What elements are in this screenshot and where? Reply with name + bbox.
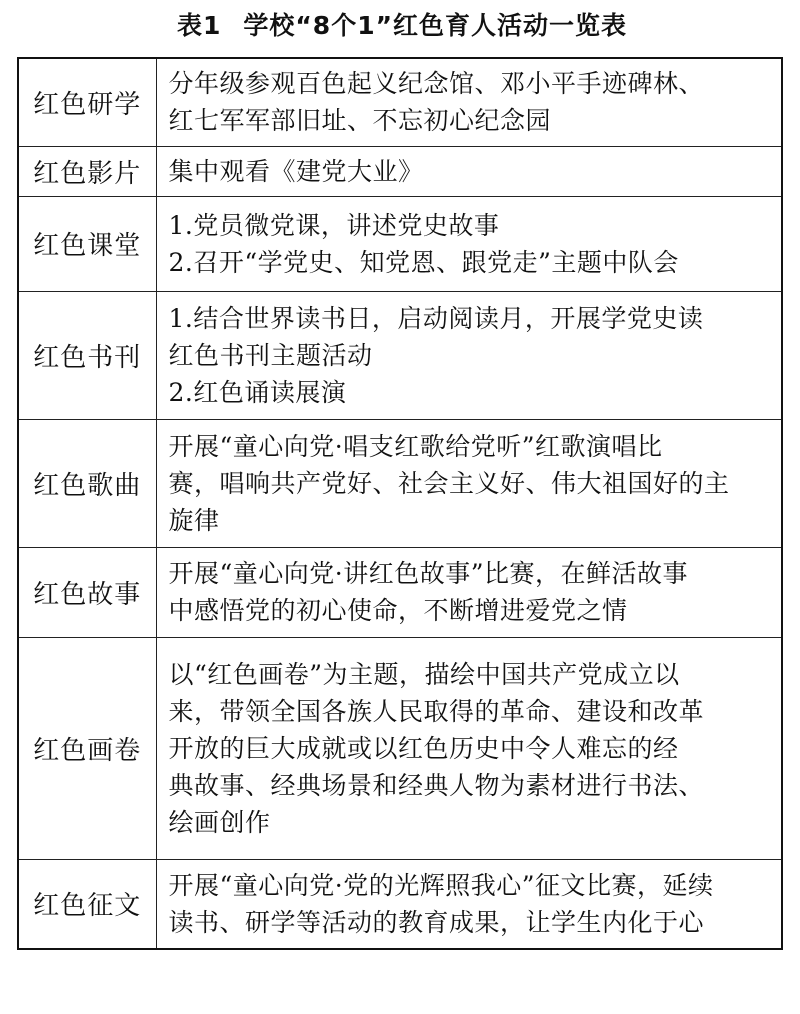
activity-category: 红色征文 — [18, 859, 156, 949]
description-line: 赛，唱响共产党好、社会主义好、伟大祖国好的主 — [168, 468, 730, 498]
description-line: 开放的巨大成就或以红色历史中令人难忘的经 — [168, 733, 679, 763]
activity-category: 红色歌曲 — [18, 419, 156, 547]
activity-category: 红色课堂 — [18, 196, 156, 291]
description-line: 分年级参观百色起义纪念馆、邓小平手迹碑林、 — [168, 69, 705, 99]
activity-category: 红色影片 — [18, 146, 156, 196]
activity-category: 红色画卷 — [18, 637, 156, 859]
description-line: 开展“童心向党·党的光辉照我心”征文比赛，延续 — [168, 870, 714, 900]
activity-description — [156, 637, 782, 859]
table-caption — [0, 8, 800, 44]
table-row — [18, 859, 782, 949]
activity-category: 红色故事 — [18, 547, 156, 637]
table-number: 表1 — [176, 11, 222, 40]
description-line: 1.结合世界读书日，启动阅读月，开展学党史读 — [168, 303, 704, 333]
activities-table-body — [18, 58, 782, 949]
activity-description — [156, 547, 782, 637]
activity-category: 红色研学 — [18, 58, 156, 146]
table-row — [18, 146, 782, 196]
description-line: 绘画创作 — [168, 807, 271, 837]
activities-table — [17, 57, 783, 950]
description-line: 以“红色画卷”为主题，描绘中国共产党成立以 — [168, 659, 680, 689]
table-title: 学校“8个1”红色育人活动一览表 — [243, 11, 628, 40]
activity-description — [156, 146, 782, 196]
description-line: 红色书刊主题活动 — [168, 340, 373, 370]
description-line: 2.召开“学党史、知党恩、跟党走”主题中队会 — [168, 247, 679, 277]
activity-description — [156, 419, 782, 547]
table-row — [18, 419, 782, 547]
table-row — [18, 547, 782, 637]
description-line: 1.党员微党课，讲述党史故事 — [168, 210, 500, 240]
activity-description — [156, 859, 782, 949]
activity-description — [156, 58, 782, 146]
table-row — [18, 637, 782, 859]
activity-description — [156, 196, 782, 291]
description-line: 中感悟党的初心使命，不断增进爱党之情 — [168, 596, 628, 625]
description-line: 读书、研学等活动的教育成果，让学生内化于心 — [168, 907, 705, 937]
table-row — [18, 196, 782, 291]
description-line: 2.红色诵读展演 — [168, 377, 347, 407]
description-line: 红七军军部旧址、不忘初心纪念园 — [168, 106, 552, 136]
activity-description — [156, 291, 782, 419]
description-line: 来，带领全国各族人民取得的革命、建设和改革 — [168, 696, 705, 726]
description-line: 典故事、经典场景和经典人物为素材进行书法、 — [168, 770, 705, 800]
table-row — [18, 58, 782, 146]
description-line: 旋律 — [168, 505, 220, 535]
description-line: 集中观看《建党大业》 — [168, 156, 424, 186]
description-line: 开展“童心向党·唱支红歌给党听”红歌演唱比 — [168, 431, 663, 461]
description-line: 开展“童心向党·讲红色故事”比赛，在鲜活故事 — [168, 559, 689, 588]
table-row — [18, 291, 782, 419]
activity-category: 红色书刊 — [18, 291, 156, 419]
